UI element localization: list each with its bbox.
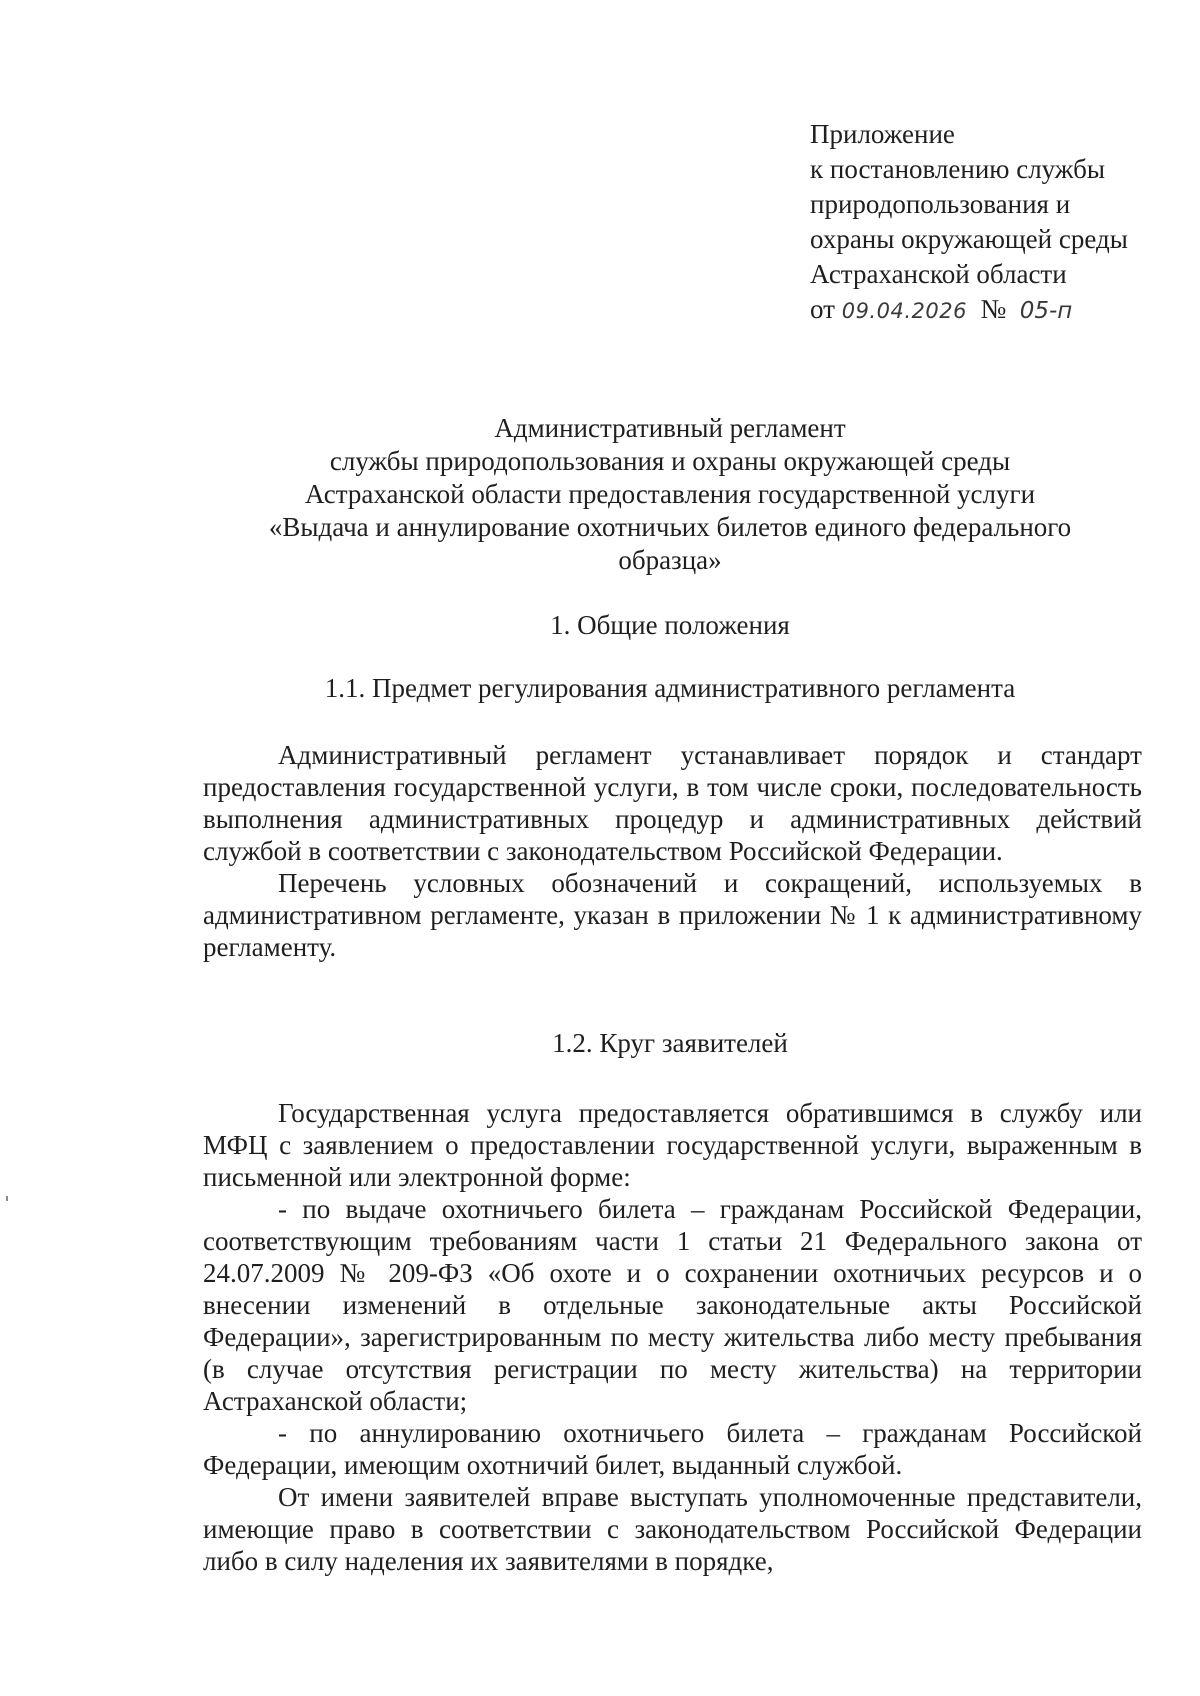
list-item: - по аннулированию охотничьего билета – гражданам Российской Федерации, имеющим охотничий билет, выданный службой.	[203, 1418, 1142, 1480]
title-line: службы природопользования и охраны окружающей среды	[329, 446, 1011, 476]
list-item: - по выдаче охотничьего билета – гражданам Российской Федерации, соответствующим требованиям части 1 статьи 21 Федерального закона от 24.07.2009 № 209-ФЗ «Об охоте и о сохранении охотничьих ресурсов и о внесении изменений в отдельные законодательные акты Российской Федерации», зарегистрированным по месту жительства либо месту пребывания (в случае отсутствия регистрации по месту жительства) на территории Астраханской области;	[203, 1194, 1142, 1416]
handwritten-date: 09.04.2026	[841, 299, 967, 323]
appendix-stamp	[810, 117, 1170, 329]
subject-section	[203, 739, 1142, 963]
appendix-line: Приложение	[810, 119, 955, 149]
appendix-date-line	[810, 292, 1170, 329]
paragraph: Государственная услуга предоставляется обратившимся в службу или МФЦ с заявлением о предоставлении государственной услуги, выраженным в письменной или электронной форме:	[203, 1098, 1142, 1192]
appendix-line: Астраханской области	[810, 259, 1067, 289]
title-line: Астраханской области предоставления государственной услуги	[304, 479, 1036, 509]
appendix-line: природопользования и	[810, 189, 1071, 219]
scan-speck	[6, 1196, 8, 1201]
section-heading-general: 1. Общие положения	[550, 610, 790, 640]
title-line: «Выдача и аннулирование охотничьих билетов единого федерального	[268, 512, 1072, 542]
paragraph: Административный регламент устанавливает порядок и стандарт предоставления государственной услуги, в том числе сроки, последовательность выполнения административных процедур и административных действий службой в соответствии с законодательством Российской Федерации.	[203, 740, 1142, 866]
applicants-section	[203, 1097, 1142, 1577]
appendix-line: к постановлению службы	[810, 154, 1105, 184]
number-sign: №	[980, 294, 1007, 324]
appendix-line: охраны окружающей среды	[810, 224, 1128, 254]
handwritten-number: 05-п	[1019, 298, 1073, 324]
paragraph: От имени заявителей вправе выступать уполномоченные представители, имеющие право в соответствии с законодательством Российской Федерации либо в силу наделения их заявителями в порядке,	[203, 1482, 1142, 1576]
section-heading-applicants: 1.2. Круг заявителей	[552, 1028, 788, 1058]
section-heading-subject: 1.1. Предмет регулирования административного регламента	[324, 673, 1016, 703]
date-prefix: от	[810, 294, 835, 324]
document-title	[200, 412, 1140, 577]
title-line: образца»	[618, 545, 722, 575]
paragraph: Перечень условных обозначений и сокращений, используемых в административном регламенте, указан в приложении № 1 к административному регламенту.	[203, 868, 1142, 962]
title-line: Административный регламент	[494, 413, 846, 443]
